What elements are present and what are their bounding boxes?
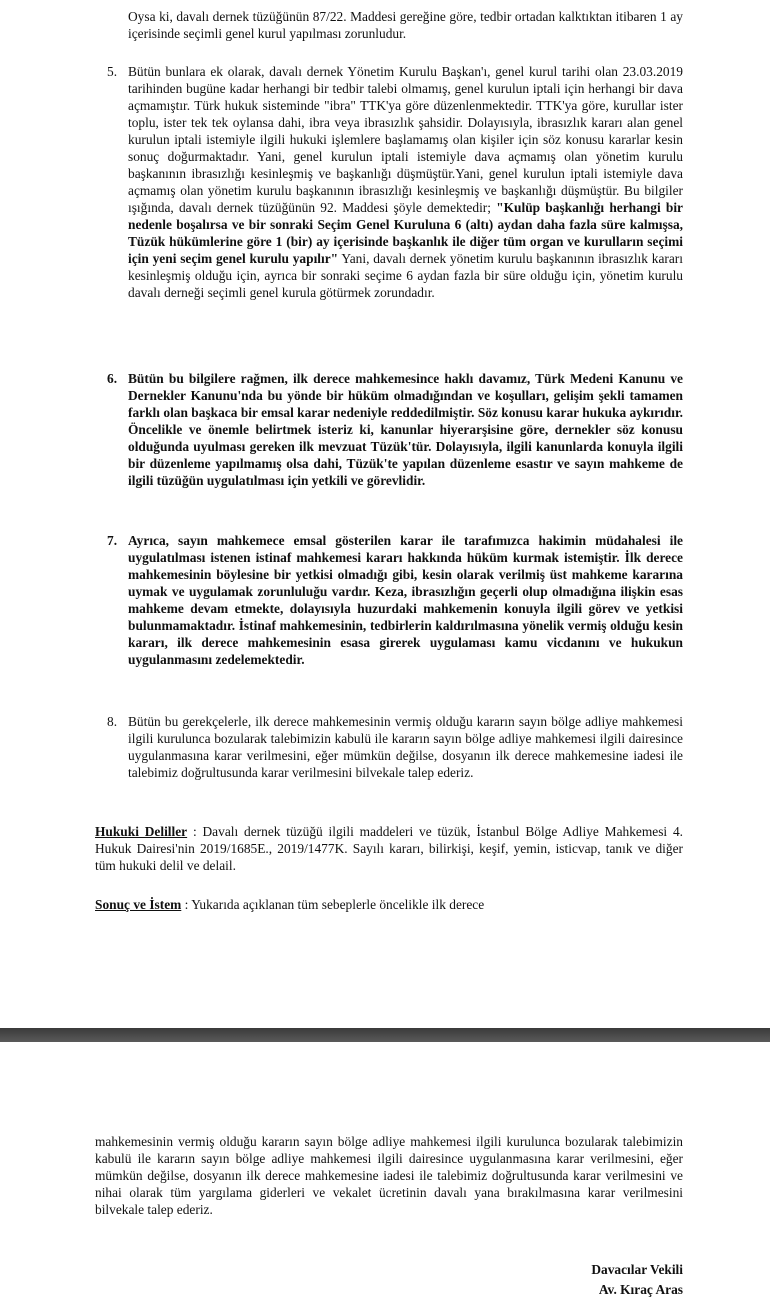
conclusion-label: Sonuç ve İstem [95,897,182,912]
item-number: 8. [107,714,118,729]
item-body: Bütün bu bilgilere rağmen, ilk derece mahkemesince haklı davamız, Türk Medeni Kanunu ve Dernekler Kanunu'nda bu yönde bir hüküm olmadığından ve koşulları, gelişim şekli tamamen farklı olan başkaca bir emsal karar nedeniyle reddedilmiştir. Söz konusu karar hukuka aykırıdır. Öncelikle ve önemle belirtmek isteriz ki, kanunlar hiyerarşisine göre, dernekler söz konusu olduğunda uyulması gereken ilk mevzuat Tüzük'tür. Dolayısıyla, ilgili kanunlarda konuyla ilgili bir düzenleme yapılmamış olsa dahi, Tüzük'te yapılan düzenleme esastır ve sayın mahkeme de ilgili tüzüğün uygulatılması için yetkili ve görevlidir. [128,371,683,488]
legal-evidence-text: : Davalı dernek tüzüğü ilgili maddeleri ve tüzük, İstanbul Bölge Adliye Mahkemesi 4. Hukuk Dairesi'nin 2019/1685E., 2019/1477K. Sayılı kararı, bilirkişi, keşif, yemin, isticvap, tanık ve diğer tüm hukuki delil ve delail. [95,824,684,873]
item-number: 7. [107,533,118,548]
item-body [128,63,683,301]
item-quote: "Kulüp başkanlığı herhangi bir nedenle boşalırsa ve bir sonraki Seçim Genel Kuruluna 6 (altı) aydan daha fazla süre kalmışsa, Tüzük hükümlerine göre 1 (bir) ay içerisinde başkanlık ile diğer tüm organ ve kurulların seçimi için yeni seçim genel kurulu yapılır" [128,200,683,266]
legal-evidence-label: Hukuki Deliller [95,824,188,839]
item-text: Bütün bunlara ek olarak, davalı dernek Yönetim Kurulu Başkan'ı, genel kurul tarihi olan 23.03.2019 tarihinden bugüne kadar herhangi bir tedbir talebi olmamış, genel kurulun iptali için herhangi bir dava açmamıştır. Türk hukuk sisteminde "ibra" TTK'ya göre düzenlenmektedir. TTK'ya göre, kurullar ister toplu, ister tek tek oylansa dahi, ibra veya ibrasızlık şahsidir. Dolayısıyla, ibrasızlık kararı alan genel kurulun iptali istemiyle ilgili hukuki işlemlere başlamamış olan kişiler için söz konusu kararlar kesin sonuç doğurmaktadır. Yani, genel kurulun iptali istemiyle dava açmamış olan yönetim kurulu başkanının ibrasızlığı kesinleşmiş ve başkanlığı düşmüştür.Yani, genel kurulun iptali istemiyle dava açmamış olan yönetim kurulu başkanının ibrasızlığı kesinleşmiş ve başkanlığı düşmüştür. Bu bilgiler ışığında, davalı dernek tüzüğünün 92. Maddesi şöyle demektedir; [128,64,683,215]
item-body: Ayrıca, sayın mahkemece emsal gösterilen karar ile tarafımızca hakimin müdahalesi ile uygulatılması istenen istinaf mahkemesi kararı hakkında hüküm kurmak istemiştir. İlk derece mahkemesinin böylesine bir yetkisi olmadığı gibi, kesin olarak verilmiş üst mahkeme kararına uymak ve uygulamak zorunluluğu vardır. Keza, ibrasızlığın geçerli olup olmadığına ilişkin esas mahkeme devam etmekte, dolayısıyla huzurdaki mahkemenin konuyla ilgili görev ve yetkisi bulunmamaktadır. İstinaf mahkemesinin, tedbirlerin kaldırılmasına yönelik vermiş olduğu kesin kararı, ilk derece mahkemesinin esasa girerek uygulaması kamu vicdanını ve hukukun uygulanmasını zedelemektedir. [128,533,683,667]
signature-block [591,1260,683,1300]
intro-paragraph: Oysa ki, davalı dernek tüzüğünün 87/22. Maddesi gereğine göre, tedbir ortadan kalktıktan itibaren 1 ay içerisinde seçimli genel kurul yapılması zorunludur. [128,9,683,41]
conclusion-text: : Yukarıda açıklanan tüm sebeplerle öncelikle ilk derece [184,897,485,912]
document-page-2 [0,1042,770,1309]
item-body: Bütün bu gerekçelerle, ilk derece mahkemesinin vermiş olduğu kararın sayın bölge adliye mahkemesi ilgili kurulunca bozularak talebimizin kabulü ile kararın sayın bölge adliye mahkemesi ilgili dairesince uygulanmasına karar verilmesini, eğer mümkün değilse, dosyanın ilk derece mahkemesine iadesi ile talebimiz doğrultusunda karar verilmesini bilvekale talep ederiz. [128,714,683,780]
legal-evidence-section [95,823,683,874]
conclusion-section [95,896,683,913]
page-separator [0,1028,770,1042]
continuation-paragraph: mahkemesinin vermiş olduğu kararın sayın bölge adliye mahkemesi ilgili kurulunca bozularak talebimizin kabulü ile kararın sayın bölge adliye mahkemesi ilgili dairesince uygulanmasına karar verilmesini, eğer mümkün değilse, dosyanın ilk derece mahkemesine iadesi ile talebimiz doğrultusunda karar verilmesini ve nihai olarak tüm yargılama giderleri ve vekalet ücretinin davalı yana bırakılmasına karar verilmesini bilvekale talep ederiz. [95,1134,683,1217]
item-number: 6. [107,371,118,386]
item-text-end: Yani, davalı dernek yönetim kurulu başkanının ibrasızlık kararı kesinleşmiş olduğu için, ayrıca bir sonraki seçime 6 aydan fazla bir süre olduğu için, yönetim kurulu davalı derneği seçimli genel kurula götürmek zorundadır. [128,251,683,300]
signature-name: Av. Kıraç Aras [598,1282,683,1297]
item-number: 5. [107,64,118,79]
signature-title: Davacılar Vekili [591,1262,683,1277]
